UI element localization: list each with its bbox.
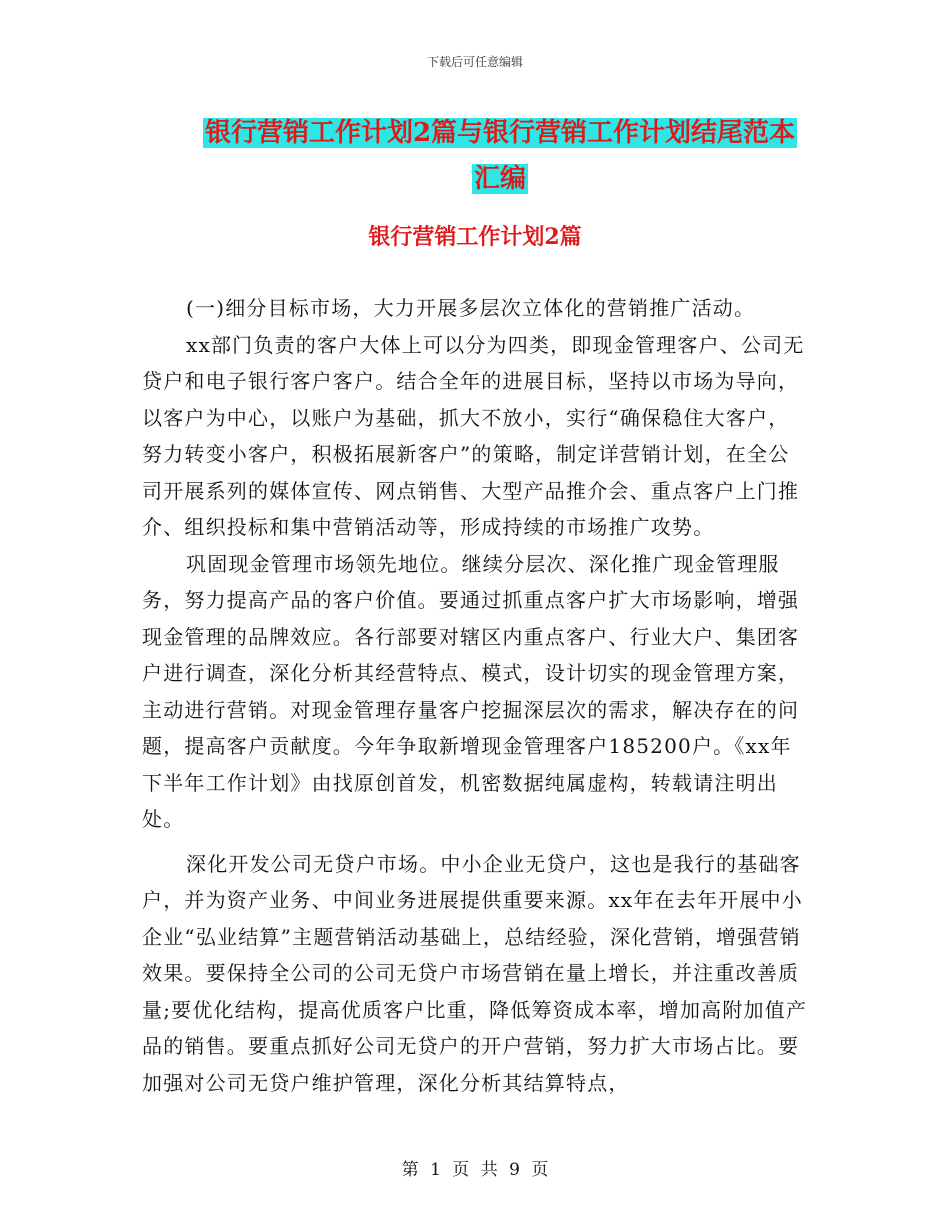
paragraph: xx部门负责的客户大体上可以分为四类，即现金管理客户、公司无贷户和电子银行客户客户。结合全年的进展目标，坚持以市场为导向，以客户为中心，以账户为基础，抓大不放小，实行“确保稳住大客户，努力转变小客户，积极拓展新客户”的策略，制定详营销计划，在全公司开展系列的媒体宣传、网点销售、大型产品推介会、重点客户上门推介、组织投标和集中营销活动等，形成持续的市场推广攻势。	[142, 332, 805, 539]
paragraph: 深化开发公司无贷户市场。中小企业无贷户，这也是我行的基础客户，并为资产业务、中间业务进展提供重要来源。xx年在去年开展中小企业“弘业结算”主题营销活动基础上，总结经验，深化营销，增强营销效果。要保持全公司的公司无贷户市场营销在量上增长，并注重改善质量;要优化结构，提高优质客户比重，降低筹资成本率，增加高附加值产品的销售。要重点抓好公司无贷户的开户营销，努力扩大市场占比。要加强对公司无贷户维护管理，深化分析其结算特点，	[142, 851, 808, 1095]
page-footer: 第 1 页 共 9 页	[401, 1160, 549, 1180]
document-body	[142, 290, 810, 1101]
page-header: 下载后可任意编辑	[426, 55, 523, 69]
section-title: 银行营销工作计划2篇	[368, 224, 582, 250]
document-title	[150, 110, 850, 202]
paragraph: (一)细分目标市场，大力开展多层次立体化的营销推广活动。	[186, 296, 756, 320]
paragraph: 巩固现金管理市场领先地位。继续分层次、深化推广现金管理服务，努力提高产品的客户价值。要通过抓重点客户扩大市场影响，增强现金管理的品牌效应。各行部要对辖区内重点客户、行业大户、集团客户进行调查，深化分析其经营特点、模式，设计切实的现金管理方案，主动进行营销。对现金管理存量客户挖掘深层次的需求，解决存在的问题，提高客户贡献度。今年争取新增现金管理客户185200户。《xx年下半年工作计划》由找原创首发，机密数据纯属虚构，转载请注明出处。	[142, 551, 800, 831]
document-title-line-1: 银行营销工作计划2篇与银行营销工作计划结尾范本	[204, 118, 796, 148]
document-title-line-2: 汇编	[473, 164, 526, 194]
